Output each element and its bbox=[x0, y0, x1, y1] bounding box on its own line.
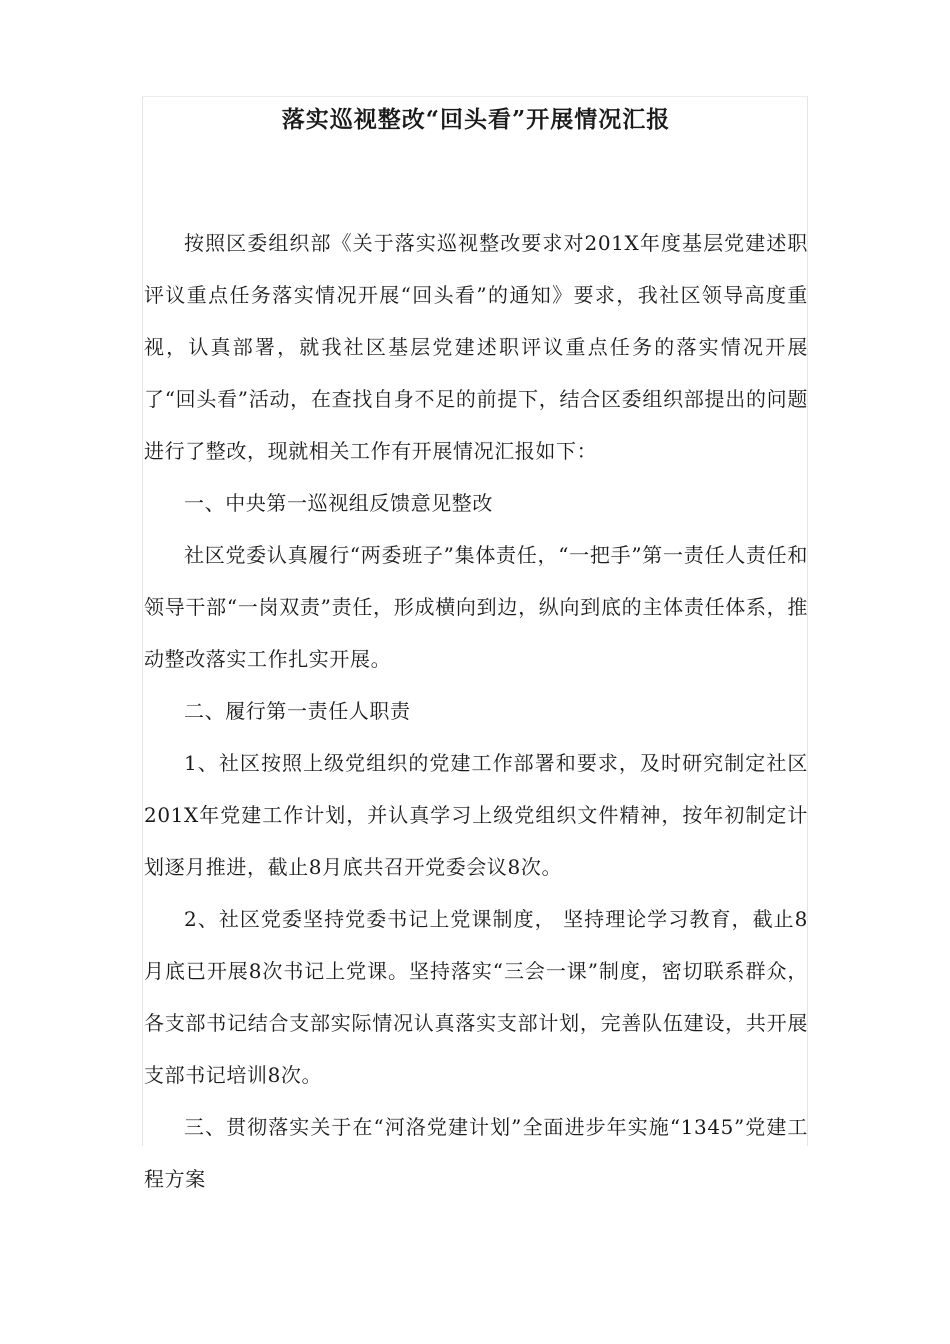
heading-section-1: 一、中央第一巡视组反馈意见整改 bbox=[184, 491, 493, 515]
heading-section-3: 三、贯彻落实关于在“河洛党建计划”全面进步年实施“1345”党建工程方案 bbox=[144, 1115, 808, 1191]
paragraph-section-1: 社区党委认真履行“两委班子”集体责任，“一把手”第一责任人责任和领导干部“一岗双责”责任，形成横向到边，纵向到底的主体责任体系，推动整改落实工作扎实开展。 bbox=[144, 543, 808, 671]
paragraph-item-2: 2、社区党委坚持党委书记上党课制度， 坚持理论学习教育，截止8月底已开展8次书记上党课。坚持落实“三会一课”制度，密切联系群众，各支部书记结合支部实际情况认真落实支部计划，完善队伍建设，共开展支部书记培训8次。 bbox=[144, 907, 808, 1087]
paragraph-item-1: 1、社区按照上级党组织的党建工作部署和要求，及时研究制定社区201X年党建工作计划，并认真学习上级党组织文件精神，按年初制定计划逐月推进，截止8月底共召开党委会议8次。 bbox=[144, 751, 808, 879]
paragraph-intro: 按照区委组织部《关于落实巡视整改要求对201X年度基层党建述职评议重点任务落实情况开展“回头看”的通知》要求，我社区领导高度重视，认真部署，就我社区基层党建述职评议重点任务的落实情况开展了“回头看”活动，在查找自身不足的前提下，结合区委组织部提出的问题进行了整改，现就相关工作有开展情况汇报如下： bbox=[144, 231, 808, 463]
document-body bbox=[144, 96, 808, 1205]
document-title: 落实巡视整改“回头看”开展情况汇报 bbox=[281, 106, 671, 133]
heading-section-2: 二、履行第一责任人职责 bbox=[184, 699, 411, 723]
